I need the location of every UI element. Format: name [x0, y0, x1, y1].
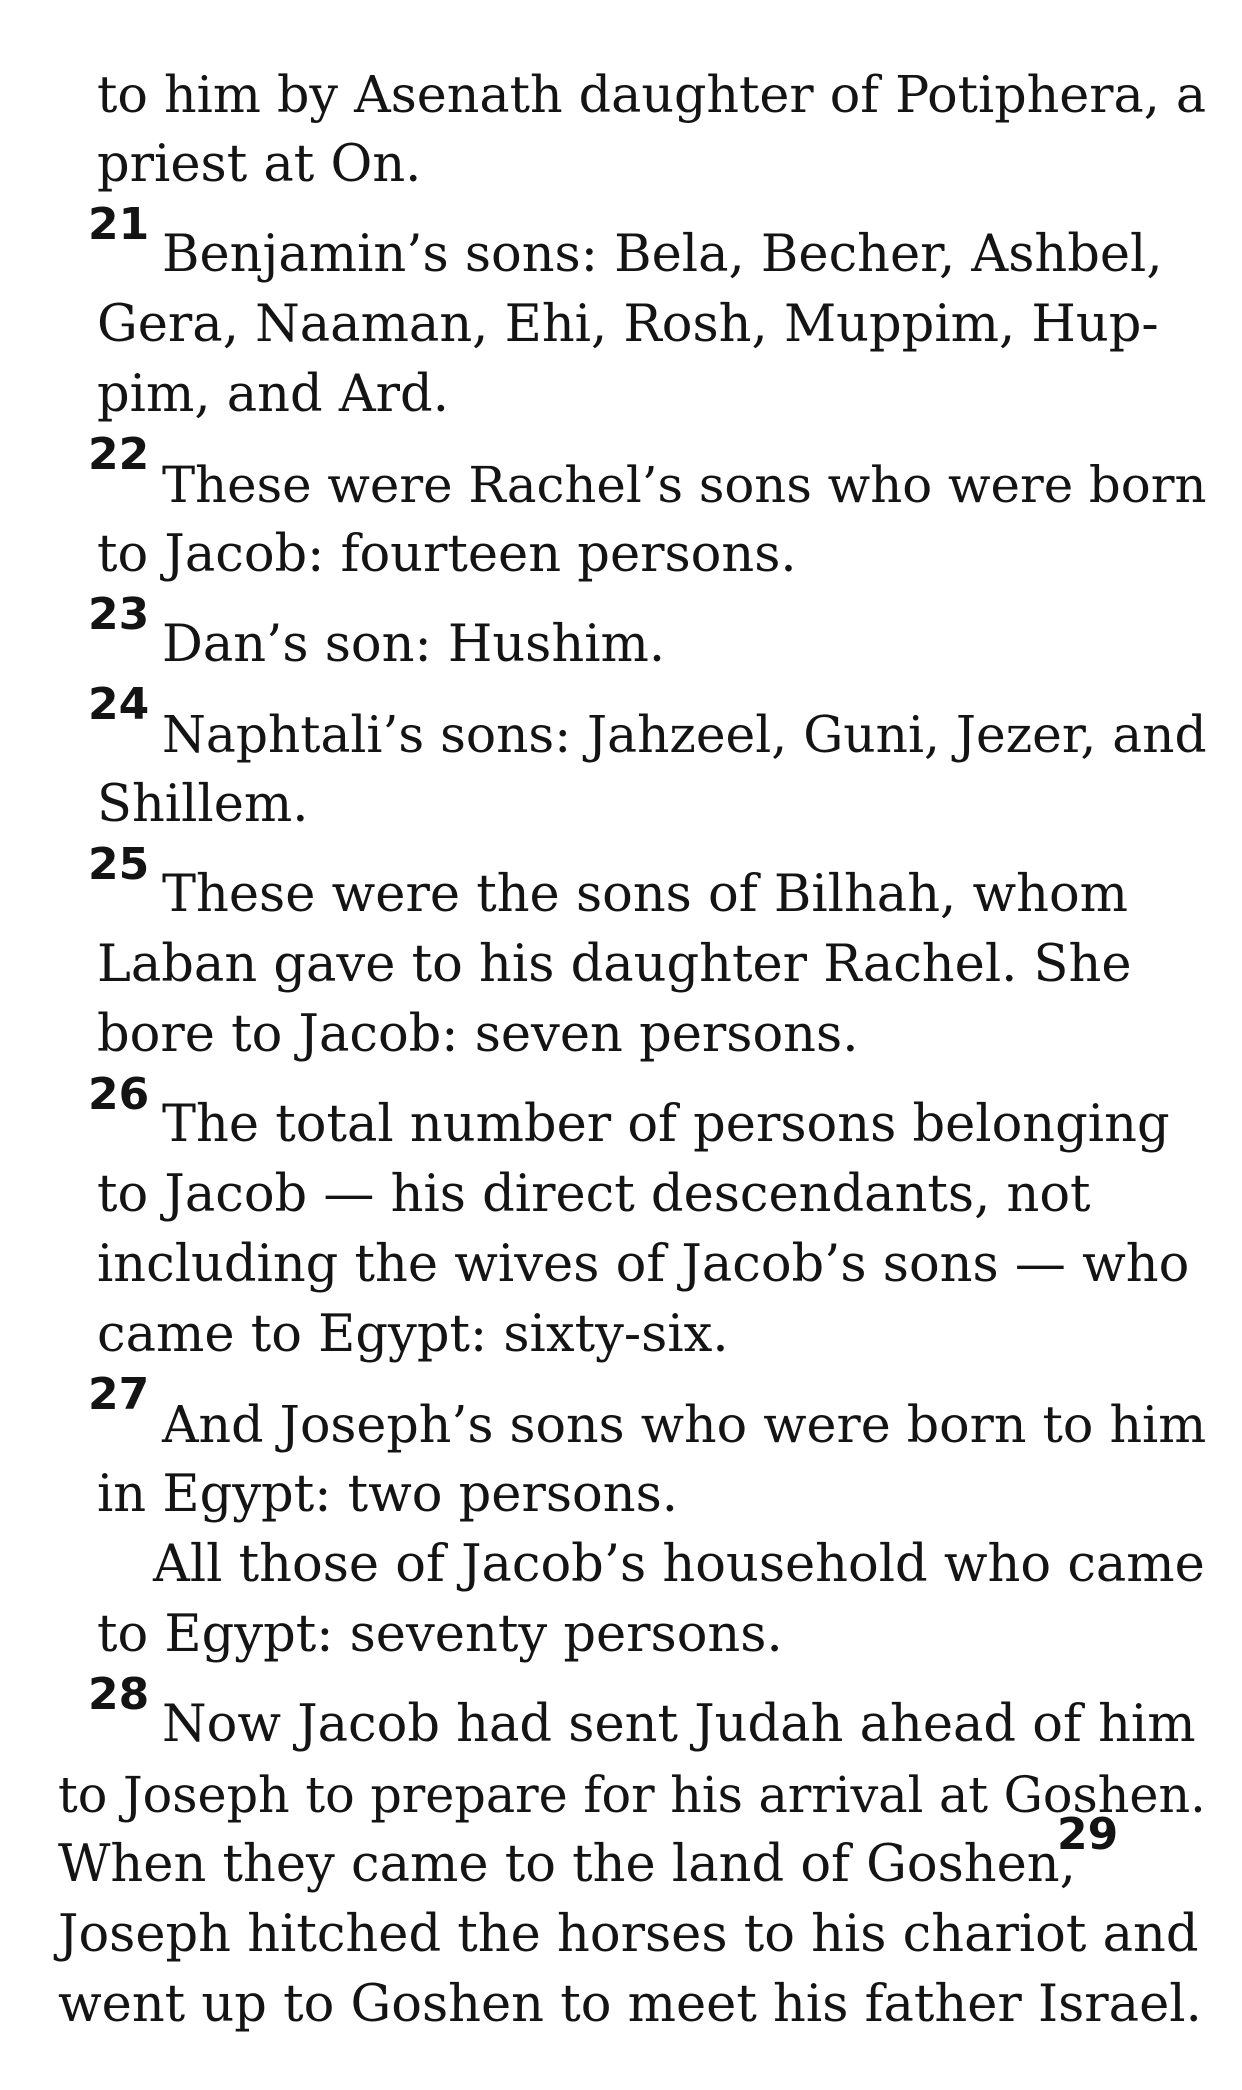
text-line: Now Jacob had sent Judah ahead of him: [162, 1695, 1196, 1754]
text-line: went up to Goshen to meet his father Israel.: [58, 1975, 1202, 2034]
text-line: in Egypt: two persons.: [97, 1465, 678, 1524]
text-line: came to Egypt: sixty-six.: [97, 1305, 729, 1364]
verse-number-23: 23: [88, 589, 150, 640]
text-line: Joseph hitched the horses to his chariot and: [58, 1905, 1199, 1964]
verse-number-22: 22: [88, 429, 150, 480]
text-line: to Joseph to prepare for his arrival at Goshen.: [58, 1766, 1206, 1824]
verse-number-27: 27: [88, 1369, 150, 1420]
text-line: When they came to the land of Goshen,: [58, 1835, 1076, 1894]
text-line: priest at On.: [97, 135, 422, 194]
text-line: including the wives of Jacob’s sons — who: [97, 1235, 1190, 1294]
text-line: Gera, Naaman, Ehi, Rosh, Muppim, Hup-: [97, 295, 1159, 354]
text-line: Laban gave to his daughter Rachel. She: [97, 935, 1132, 994]
text-line: Shillem.: [97, 775, 309, 834]
text-line: Dan’s son: Hushim.: [162, 615, 666, 674]
verse-number-28: 28: [88, 1669, 150, 1720]
text-line: These were Rachel’s sons who were born: [162, 456, 1207, 514]
text-line: The total number of persons belonging: [162, 1095, 1170, 1154]
text-line: to him by Asenath daughter of Potiphera, a: [97, 65, 1207, 124]
verse-number-25: 25: [88, 839, 150, 890]
text-line: pim, and Ard.: [97, 365, 449, 424]
text-line: to Jacob: fourteen persons.: [97, 525, 797, 584]
verse-number-24: 24: [88, 679, 150, 730]
verse-number-29: 29: [1057, 1809, 1119, 1860]
text-line: These were the sons of Bilhah, whom: [162, 865, 1129, 924]
text-line: All those of Jacob’s household who came: [153, 1535, 1205, 1594]
text-line: And Joseph’s sons who were born to him: [162, 1395, 1207, 1454]
text-line: to Egypt: seventy persons.: [97, 1605, 783, 1664]
text-line: Naphtali’s sons: Jahzeel, Guni, Jezer, and: [162, 705, 1207, 764]
text-line: to Jacob — his direct descendants, not: [97, 1165, 1091, 1224]
text-line: Benjamin’s sons: Bela, Becher, Ashbel,: [162, 225, 1163, 284]
verse-number-26: 26: [88, 1069, 150, 1120]
verse-number-21: 21: [88, 199, 150, 250]
text-line: bore to Jacob: seven persons.: [97, 1005, 859, 1064]
